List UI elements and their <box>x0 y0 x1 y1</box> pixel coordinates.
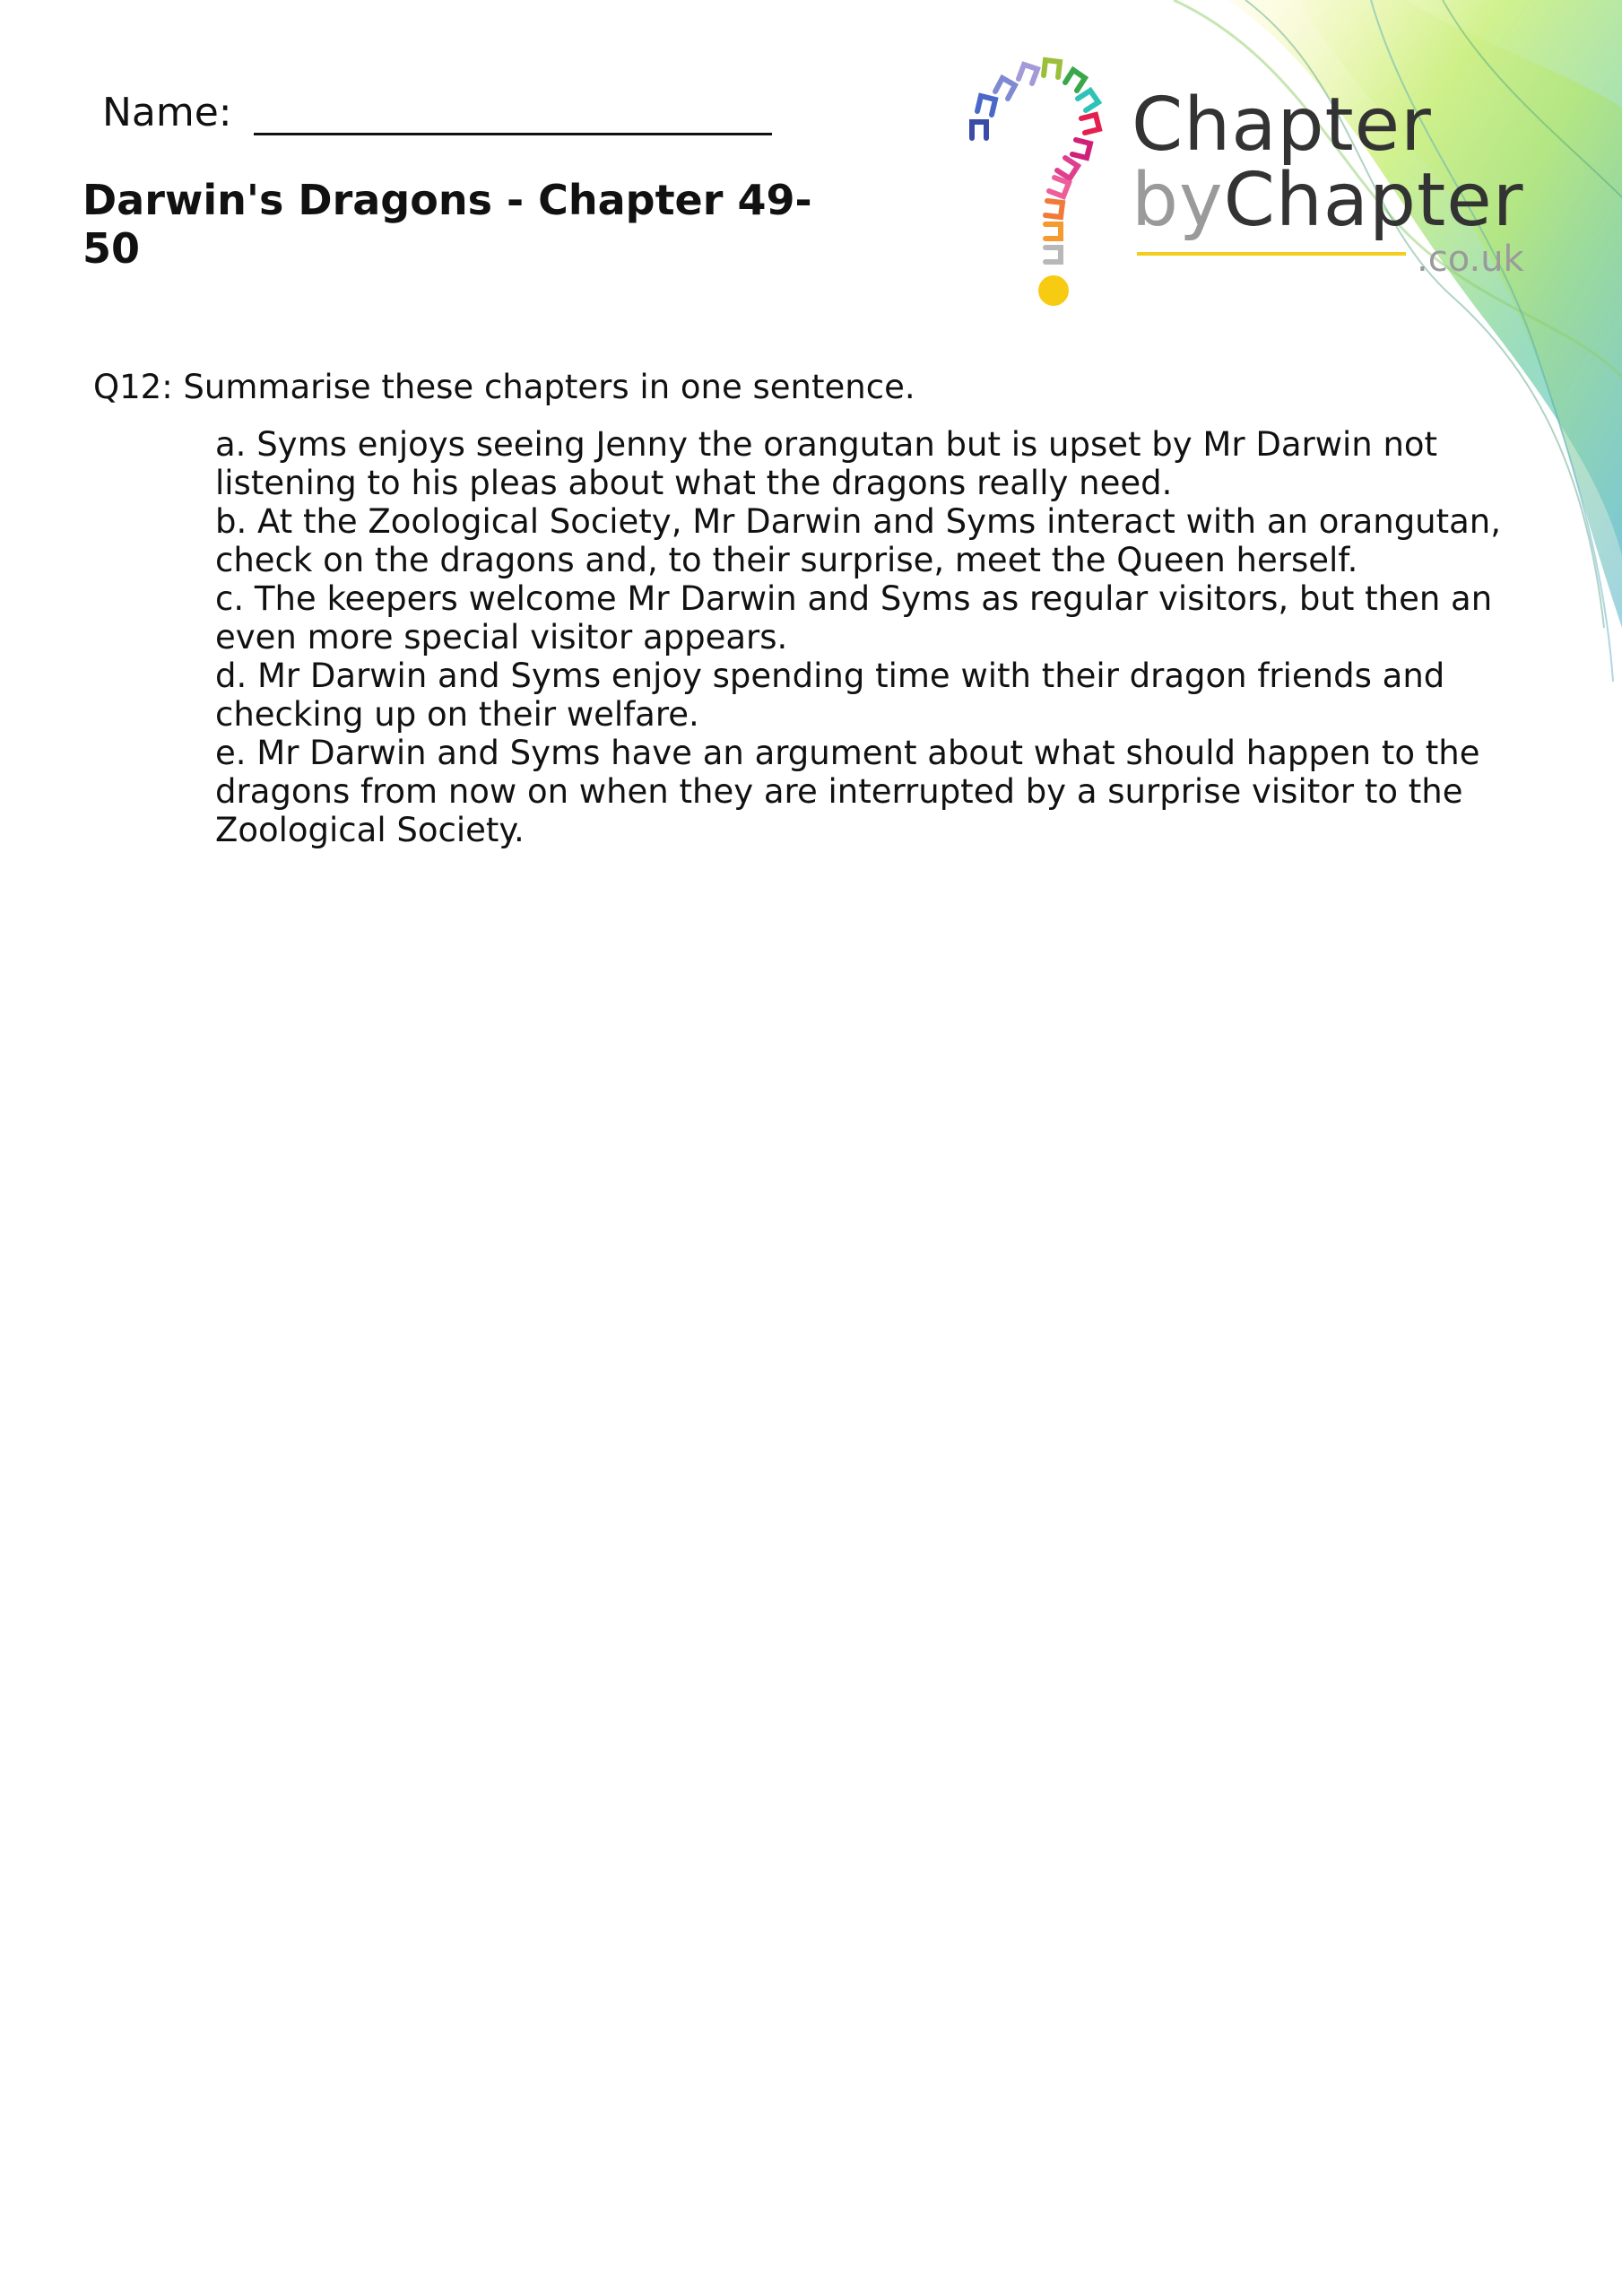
question-mark-books-icon <box>959 52 1121 312</box>
worksheet-title: Darwin's Dragons - Chapter 49-50 <box>82 176 812 273</box>
option-a: a. Syms enjoys seeing Jenny the orangutan but is upset by Mr Darwin not listening to his pleas about what the dragons really need. <box>215 425 1438 502</box>
logo-underline <box>1137 252 1406 256</box>
logo-by: by <box>1132 158 1224 243</box>
logo-line2 <box>1132 158 1524 243</box>
option-d: d. Mr Darwin and Syms enjoy spending time with their dragon friends and checking up on their welfare. <box>215 657 1445 734</box>
option-e: e. Mr Darwin and Syms have an argument about what should happen to the dragons from now on when they are interrupted by a surprise visitor to the Zoological Society. <box>215 734 1480 849</box>
name-row <box>102 90 772 135</box>
answer-options <box>215 425 1524 849</box>
option-b: b. At the Zoological Society, Mr Darwin and Syms interact with an orangutan, check on the dragons and, to their surprise, meet the Queen herself. <box>215 502 1502 579</box>
logo-chapter: Chapter <box>1223 158 1524 243</box>
name-label: Name: <box>102 90 232 135</box>
option-c: c. The keepers welcome Mr Darwin and Syms as regular visitors, but then an even more special visitor appears. <box>215 579 1493 657</box>
chapter-by-chapter-logo <box>1132 83 1524 280</box>
name-field-line[interactable] <box>254 93 772 135</box>
question-label: Q12: Summarise these chapters in one sentence. <box>93 368 915 406</box>
logo-domain: .co.uk <box>1417 239 1524 280</box>
logo-line1: Chapter <box>1132 83 1432 168</box>
